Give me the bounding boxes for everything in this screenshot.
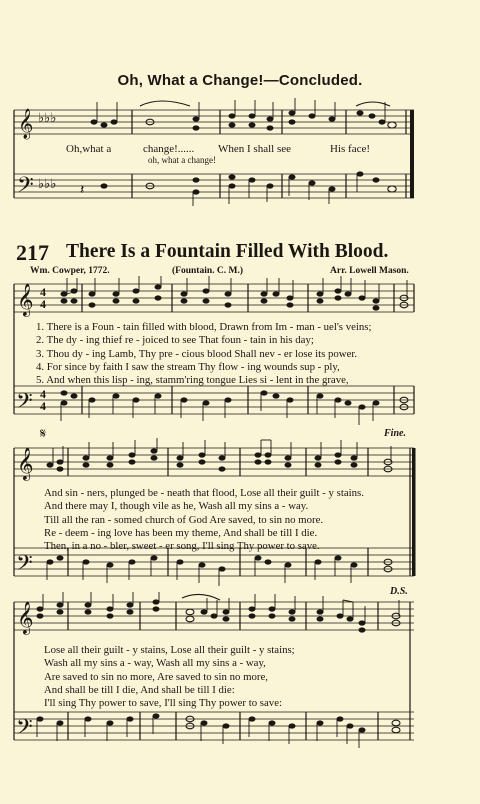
verse-3-line-1: 3. Thou dy - ing Lamb, Thy pre - cious blood Shall nev - er lose its power.: [36, 347, 358, 360]
verse-1-line-2: And sin - ners, plunged be - neath that flood, Lose all their guilt - y stains.: [44, 487, 364, 499]
svg-text:4: 4: [40, 297, 46, 311]
system-2-verses: [44, 487, 364, 553]
svg-text:𝄢: 𝄢: [16, 551, 33, 581]
concluded-lyric-1d: His face!: [330, 143, 371, 155]
verse-5-line-2: Then, in a no - bler, sweet - er song, I'll sing Thy power to save.: [44, 540, 320, 553]
verse-1-line-1: 1. There is a Foun - tain filled with blood, Drawn from Im - man - uel's veins;: [36, 321, 372, 333]
verse-3-line-3: Are saved to sin no more, Are saved to sin no more,: [44, 670, 268, 683]
svg-text:4: 4: [40, 399, 46, 413]
svg-text:𝄞: 𝄞: [17, 601, 34, 634]
svg-text:4: 4: [40, 387, 46, 401]
hymn-number: 217: [16, 240, 49, 265]
svg-text:𝄢: 𝄢: [17, 173, 34, 203]
verse-2-line-3: Wash all my sins a - way, Wash all my sins a - way,: [44, 657, 266, 670]
verse-4-line-2: Re - deem - ing love has been my theme, And shall be till I die.: [44, 526, 318, 539]
svg-text:𝄞: 𝄞: [18, 109, 34, 139]
hymn-title: There Is a Fountain Filled With Blood.: [66, 241, 389, 262]
verse-2-line-2: And there may I, though vile as he, Wash all my sins a - way.: [44, 500, 309, 513]
fine-mark: Fine.: [384, 428, 406, 439]
svg-text:𝄢: 𝄢: [16, 389, 33, 419]
svg-text:𝄞: 𝄞: [17, 447, 34, 480]
concluded-title: Oh, What a Change!—Concluded.: [117, 72, 363, 89]
ds-mark: D.S.: [390, 586, 408, 597]
segno-icon: 𝄋: [40, 426, 47, 442]
verse-2-line-1: 2. The dy - ing thief re - joiced to see That foun - tain in his day;: [36, 334, 314, 347]
verse-5-line-1: 5. And when this lisp - ing, stamm'ring tongue Lies si - lent in the grave,: [36, 374, 349, 387]
system-3-verses: [44, 644, 295, 710]
verse-5-line-3: I'll sing Thy power to save, I'll sing Thy power to save:: [44, 697, 282, 710]
svg-text:♭♭♭: ♭♭♭: [38, 176, 57, 191]
concluded-lyric-2: oh, what a change!: [148, 155, 216, 165]
svg-text:𝄽: 𝄽: [80, 183, 85, 198]
verse-1-line-3: Lose all their guilt - y stains, Lose all their guilt - y stains;: [44, 644, 295, 656]
svg-text:𝄢: 𝄢: [16, 715, 33, 745]
words-credit: Wm. Cowper, 1772.: [30, 266, 110, 276]
concluded-lyric-1b: change!......: [143, 143, 195, 155]
system-1-verses: [36, 321, 371, 387]
svg-text:𝄞: 𝄞: [17, 283, 34, 316]
verse-3-line-2: Till all the ran - somed church of God Are saved, to sin no more.: [44, 513, 324, 526]
svg-text:4: 4: [40, 285, 46, 299]
svg-text:♭♭♭: ♭♭♭: [38, 110, 57, 125]
verse-4-line-3: And shall be till I die, And shall be till I die:: [44, 683, 235, 696]
verse-4-line-1: 4. For since by faith I saw the stream Thy flow - ing wounds sup - ply,: [36, 360, 340, 373]
arranger-credit: Arr. Lowell Mason.: [330, 266, 409, 276]
tune-meter: (Fountain. C. M.): [172, 266, 243, 276]
concluded-lyric-1a: Oh,what a: [66, 143, 112, 155]
concluded-lyric-1c: When I shall see: [218, 143, 291, 155]
